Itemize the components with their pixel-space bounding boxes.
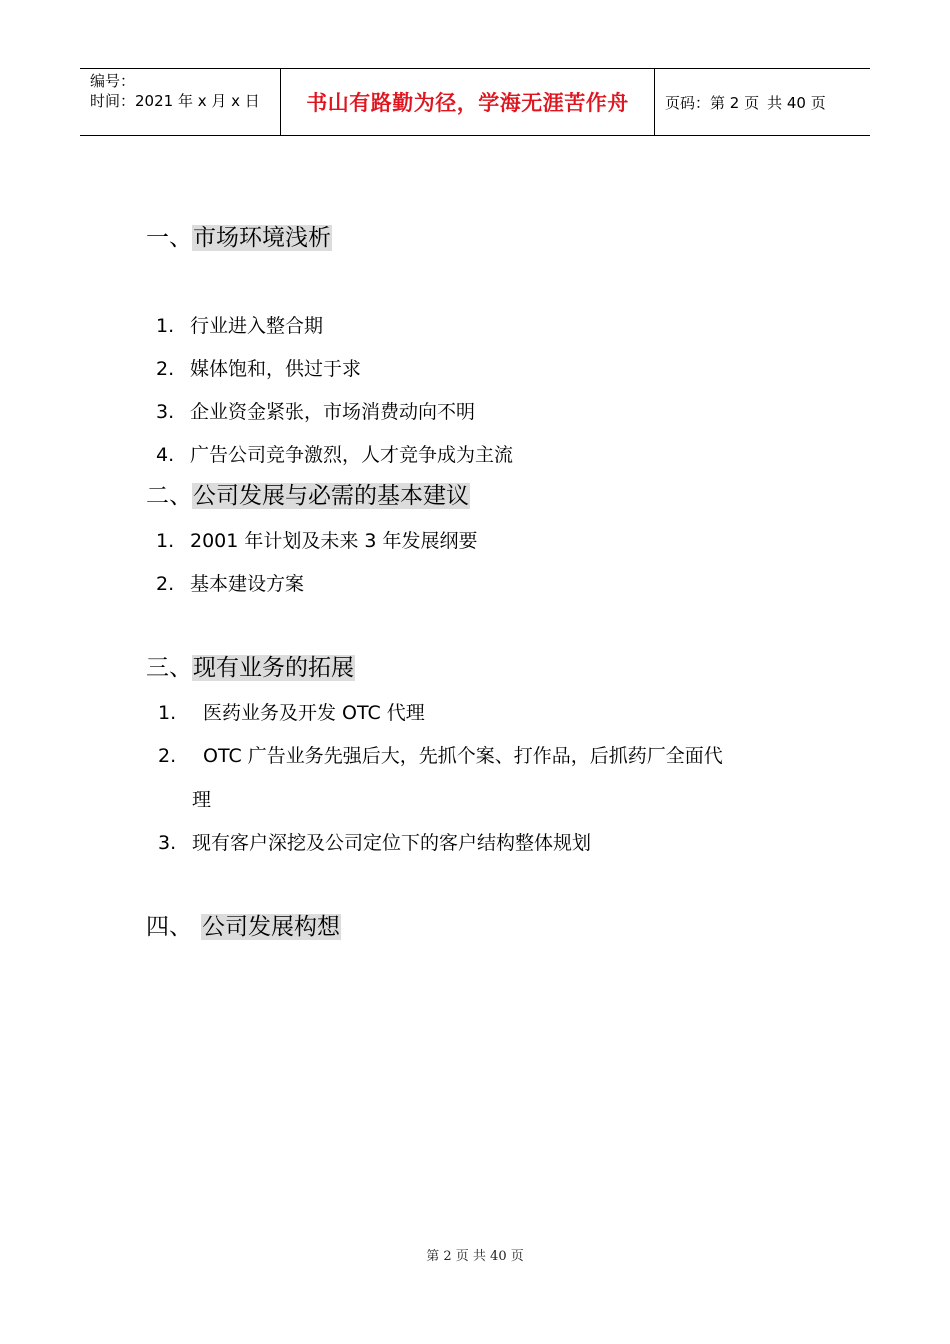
list-item-number: 2. bbox=[156, 573, 175, 595]
header-page-cell bbox=[655, 69, 870, 135]
serial-label: 编号： bbox=[90, 72, 136, 90]
section-heading-title: 市场环境浅析 bbox=[193, 225, 331, 251]
section-heading-1 bbox=[146, 223, 332, 253]
section-heading-prefix: 三、 bbox=[146, 655, 192, 681]
list-item-text: 现有客户深挖及公司定位下的客户结构整体规划 bbox=[192, 832, 592, 854]
document-header bbox=[80, 68, 870, 136]
list-item bbox=[156, 313, 323, 339]
list-item-text: 广告公司竞争激烈，人才竞争成为主流 bbox=[190, 444, 514, 466]
list-item-number: 2. bbox=[158, 745, 177, 767]
list-item-text: 媒体饱和，供过于求 bbox=[190, 358, 362, 380]
list-item bbox=[158, 700, 425, 726]
list-item bbox=[156, 571, 304, 597]
section-heading-prefix: 四、 bbox=[146, 914, 192, 940]
section-heading-prefix: 二、 bbox=[146, 483, 192, 509]
list-item bbox=[158, 743, 723, 769]
list-item-number: 3. bbox=[158, 832, 177, 854]
page-info-total: 共 40 页 bbox=[767, 93, 826, 112]
motto-text: 书山有路勤为径，学海无涯苦作舟 bbox=[306, 91, 629, 115]
page-footer bbox=[0, 1245, 950, 1264]
list-item-text: OTC 广告业务先强后大，先抓个案、打作品，后抓药厂全面代 bbox=[203, 745, 723, 767]
list-item bbox=[156, 528, 478, 554]
header-meta-cell bbox=[80, 69, 281, 135]
footer-page-number: 第 2 页 共 40 页 bbox=[426, 1249, 524, 1264]
list-item-number: 1. bbox=[156, 315, 175, 337]
list-item-text: 基本建设方案 bbox=[190, 573, 305, 595]
list-item-text: 医药业务及开发 OTC 代理 bbox=[203, 702, 425, 724]
section-heading-4 bbox=[146, 912, 341, 942]
list-item-text: 行业进入整合期 bbox=[190, 315, 324, 337]
list-item-text: 企业资金紧张，市场消费动向不明 bbox=[190, 401, 476, 423]
header-motto-cell bbox=[281, 69, 655, 135]
section-heading-title: 现有业务的拓展 bbox=[193, 655, 354, 681]
list-item-number: 1. bbox=[156, 530, 175, 552]
list-item-text: 2001 年计划及未来 3 年发展纲要 bbox=[190, 530, 478, 552]
section-heading-2 bbox=[146, 481, 470, 511]
list-item-text: 理 bbox=[192, 789, 212, 811]
list-item bbox=[156, 356, 361, 382]
section-heading-3 bbox=[146, 653, 355, 683]
list-item bbox=[156, 399, 475, 425]
list-item-number: 4. bbox=[156, 444, 175, 466]
list-item-number: 3. bbox=[156, 401, 175, 423]
list-item-number: 2. bbox=[156, 358, 175, 380]
page-info-prefix: 页码：第 2 页 bbox=[665, 93, 760, 112]
list-item bbox=[156, 442, 513, 468]
section-heading-prefix: 一、 bbox=[146, 225, 192, 251]
list-item-continuation bbox=[192, 787, 211, 813]
list-item bbox=[158, 830, 591, 856]
time-label: 时间：2021 年 x 月 x 日 bbox=[90, 92, 260, 110]
list-item-number: 1. bbox=[158, 702, 177, 724]
section-heading-title: 公司发展构想 bbox=[202, 914, 340, 940]
section-heading-title: 公司发展与必需的基本建议 bbox=[193, 483, 469, 509]
